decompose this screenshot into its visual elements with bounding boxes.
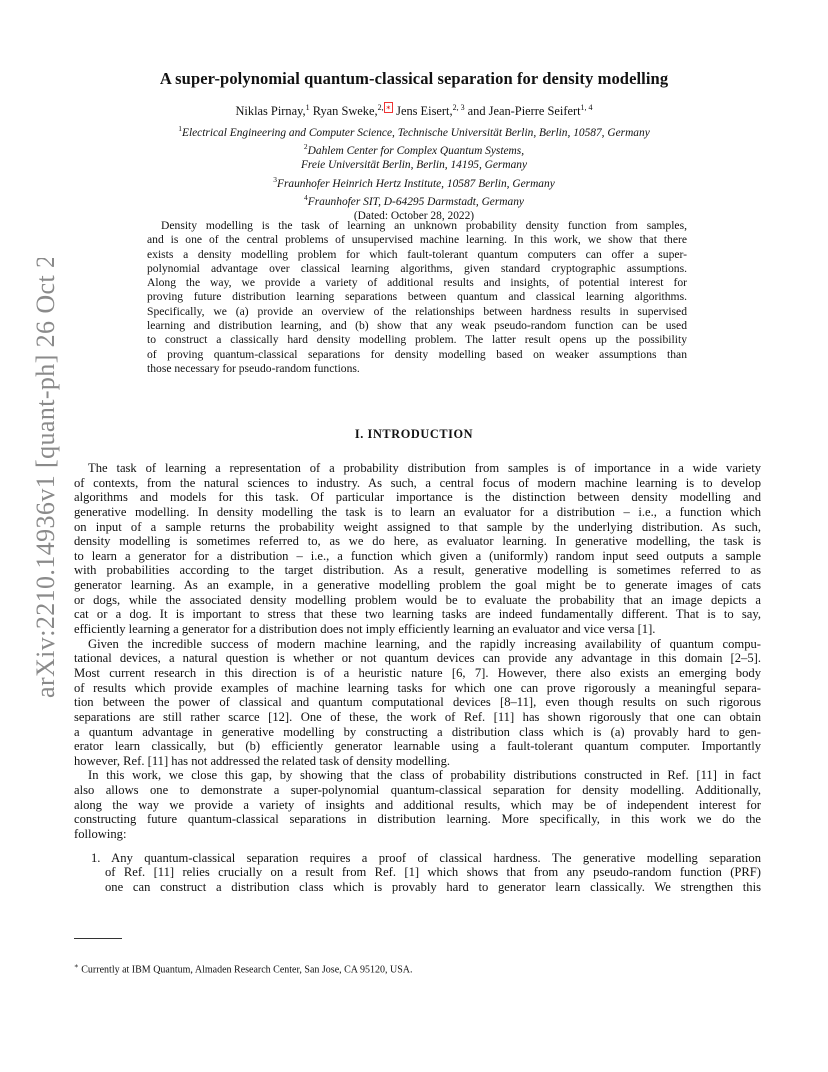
affiliation-number: 2 xyxy=(303,142,308,152)
date-line: (Dated: October 28, 2022) xyxy=(353,210,475,223)
affiliation-line xyxy=(74,173,754,191)
abstract-line: exists a density modelling problem for which fault-tolerant quantum computers can offer a super- xyxy=(147,247,687,261)
footnote-text: Currently at IBM Quantum, Almaden Research Center, San Jose, CA 95120, USA. xyxy=(81,964,413,976)
paragraph-line: of results which provide examples of machine learning tasks for which one can prove rigorously a meaningful separa- xyxy=(74,680,761,695)
paragraph-line: a quantum advantage in generative modelling by constructing a distribution class which is (a) provably hard to gen- xyxy=(74,724,761,739)
list-gap xyxy=(74,842,761,851)
paragraph-line: erator learn classically, but (b) efficiently generator learnable using a fault-tolerant quantum computer. Importantly xyxy=(74,739,761,754)
paragraph-line: generative modelling. In density modelling the task is to learn an evaluator for a distribution – i.e., a function which xyxy=(74,504,761,519)
paragraph-line: In this work, we close this gap, by showing that the class of probability distributions constructed in Ref. [11] in fact xyxy=(88,768,761,783)
paragraph-line: along the way we provide a variety of insights and additional results, which may be of independent interest for xyxy=(74,797,761,812)
paragraph-line: tion between the power of classical and quantum computational devices [8–11], even though results on such rigorous xyxy=(74,695,761,710)
abstract-line: of proving quantum-classical separations for density modelling based on weaker assumptions than xyxy=(147,347,687,361)
list-item-line: of Ref. [11] relies crucially on a result from Ref. [1] which shows that from any pseudo-random function (PRF) xyxy=(105,865,761,880)
abstract-line: Specifically, we (a) provide an overview of the relationships between hardness results in supervised xyxy=(147,304,687,318)
paragraph-line: constructing future quantum-classical separations in distribution learning. More specifically, in this work we do the xyxy=(74,812,761,827)
paper-title: A super-polynomial quantum-classical separation for density modelling xyxy=(159,69,669,88)
affiliation-number: 3 xyxy=(273,174,277,184)
footnote xyxy=(74,962,754,975)
paragraph-line: density modelling is sometimes referred to, as we do here, as evaluator learning. In generative modelling, the task is xyxy=(74,534,761,549)
abstract-line: to construct a classically hard density modelling problem. The latter result opens up the possibility xyxy=(147,333,687,347)
affiliation-line xyxy=(74,140,754,158)
abstract-line: those necessary for pseudo-random functions. xyxy=(147,361,360,375)
paragraph-line: algorithms and models for this task. Of particular importance is the distinction between density modelling and xyxy=(74,490,761,505)
arxiv-identifier-graphic xyxy=(24,258,64,698)
abstract-line: and is one of the central problems of unsupervised machine learning. In this work, we show that there xyxy=(147,233,687,247)
affiliation-text: Dahlem Center for Complex Quantum Systems, xyxy=(307,145,525,157)
author-1-affil: 1 xyxy=(305,103,310,112)
paragraph-line: Given the incredible success of modern machine learning, and the rapidly increasing availability of quantum compu- xyxy=(88,636,761,651)
abstract-line: Along the way, we provide a variety of additional results and insights, of potential interest for xyxy=(147,276,687,290)
abstract-line: Density modelling is the task of learning an unknown probability density function from samples, xyxy=(161,219,687,232)
arxiv-identifier-text: arXiv:2210.14936v1 [quant-ph] 26 Oct 2022 xyxy=(31,258,60,698)
author-4: and Jean-Pierre Seifert xyxy=(467,104,581,119)
footnote-mark: ∗ xyxy=(74,962,79,970)
affiliation-text: Freie Universität Berlin, Berlin, 14195, Germany xyxy=(300,159,528,172)
author-2-affil: 2, xyxy=(377,103,384,112)
author-list xyxy=(74,103,754,119)
paragraph-line: also allows one to demonstrate a super-polynomial quantum-classical separation for density modelling. Additionally, xyxy=(74,783,761,798)
author-2: Ryan Sweke, xyxy=(312,104,378,119)
footnote-rule xyxy=(74,938,122,939)
affiliation-line xyxy=(74,191,754,209)
author-4-affil: 1, 4 xyxy=(580,103,593,112)
paragraph-line: however, Ref. [11] has not addressed the related task of density modelling. xyxy=(74,753,451,768)
affiliation-number: 4 xyxy=(304,193,308,203)
paragraph-line: or dogs, while the associated density modelling problem would be to evaluate the probability that an image depicts a xyxy=(74,592,761,607)
author-3: Jens Eisert, xyxy=(396,104,453,119)
author-1: Niklas Pirnay, xyxy=(235,104,306,119)
abstract-line: proving future distribution learning separations between quantum and classical learning algorithms. xyxy=(147,290,687,304)
paragraph-line: separations are still rather scarce [12]. One of these, the work of Ref. [11] has shown rigorously that one can obtain xyxy=(74,709,761,724)
paragraph-line: cat or a dog. It is important to stress that these two learning tasks are indeed fundamentally different. That is to say, xyxy=(74,607,761,622)
affiliation-line xyxy=(74,122,754,140)
affiliation-line xyxy=(74,158,754,172)
paragraph-line: The task of learning a representation of a probability distribution from samples is of importance in a wide variety xyxy=(88,461,761,475)
paragraph-line: on input of a sample returns the probability weight assigned to that sample by the underlying distribution. As such, xyxy=(74,519,761,534)
arxiv-identifier xyxy=(24,258,64,698)
author-3-affil: 2, 3 xyxy=(452,103,465,112)
paragraph-line: of contexts, from the natural sciences to industry. As such, a central focus of modern machine learning is to develop xyxy=(74,475,761,490)
list-item-line: 1. Any quantum-classical separation requires a proof of classical hardness. The generative modelling separation xyxy=(91,850,761,865)
affiliation-text: Fraunhofer Heinrich Hertz Institute, 10587 Berlin, Germany xyxy=(276,177,555,190)
footnote-link[interactable]: ∗ xyxy=(385,103,392,112)
abstract-line: polynomial advantage over classical learning algorithms, given standard cryptographic assumptions. xyxy=(147,261,687,275)
section-heading: I. INTRODUCTION xyxy=(354,427,474,441)
paragraph-line: generator learning. As an example, in a generative modelling problem the goal might be to generate images of cats xyxy=(74,578,761,593)
affiliation-text: Fraunhofer SIT, D-64295 Darmstadt, Germany xyxy=(307,195,524,208)
paragraph-line: Most current research in this direction is of a heuristic nature [6, 7]. However, there also exists an emerging body xyxy=(74,665,761,680)
list-item xyxy=(74,851,761,895)
body-text xyxy=(74,461,761,895)
paragraph-line: with probabilities according to the target distribution. As a result, generative modelling is sometimes referred to as xyxy=(74,563,761,578)
affiliation-text: Electrical Engineering and Computer Science, Technische Universität Berlin, Berlin, 10587, Germany xyxy=(181,126,650,139)
affiliation-number: 1 xyxy=(178,124,182,133)
list-item-line: one can construct a distribution class which is provably hard to generator learn classically. We strengthen this xyxy=(105,879,761,894)
paragraph-line: efficiently learning a generator for a distribution does not imply efficiently learning an evaluator and vice versa [1]. xyxy=(74,622,656,637)
paragraph-line: tational devices, a natural question is whether or not quantum devices can provide any advantage in this domain [2–5]. xyxy=(74,651,761,666)
paragraph-line: following: xyxy=(74,827,127,842)
paragraph-line: to learn a generator for a distribution – i.e., a function which given a (uniformly) random input seed outputs a sample xyxy=(74,548,761,563)
abstract xyxy=(147,219,687,376)
abstract-line: learning and distribution learning, and (b) show that any weak pseudo-random function can be used xyxy=(147,319,687,333)
affiliations xyxy=(74,122,754,224)
